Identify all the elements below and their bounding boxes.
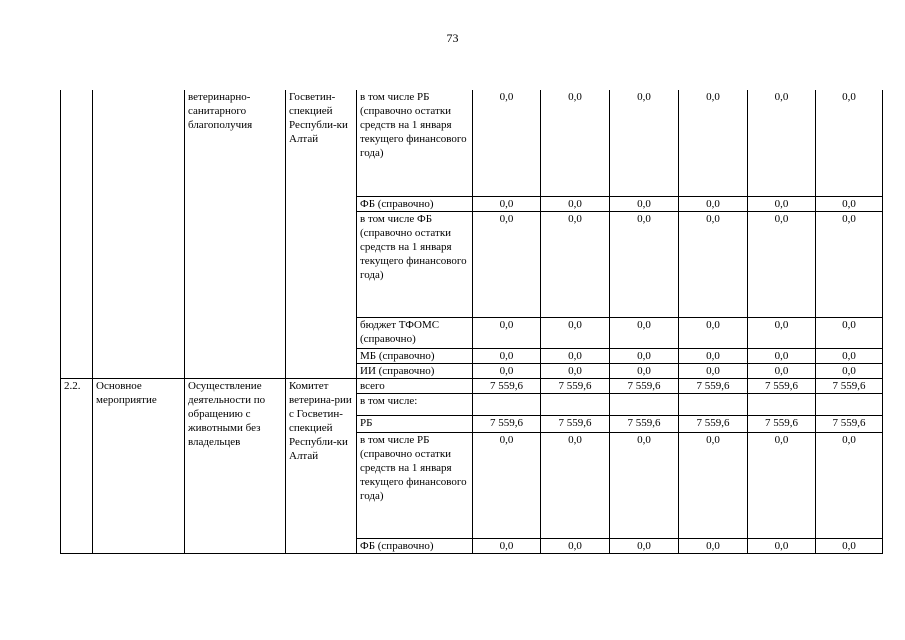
value-cell: 0,0 <box>816 538 883 553</box>
funding-source-cell: ФБ (справочно) <box>357 196 473 211</box>
value-cell: 7 559,6 <box>610 378 679 393</box>
value-cell: 0,0 <box>816 90 883 196</box>
value-cell: 0,0 <box>748 211 816 317</box>
value-cell: 0,0 <box>473 196 541 211</box>
section-b-body <box>61 378 883 553</box>
value-cell: 0,0 <box>816 211 883 317</box>
value-cell: 7 559,6 <box>610 415 679 432</box>
value-cell: 0,0 <box>541 317 610 348</box>
measure-name-cell: ветеринарно-санитарного благополучия <box>185 90 286 378</box>
value-cell: 0,0 <box>816 348 883 363</box>
value-cell <box>748 393 816 415</box>
value-cell: 0,0 <box>541 538 610 553</box>
funding-source-cell: в том числе РБ (справочно остатки средств на 1 января текущего финансового года) <box>357 432 473 538</box>
section-a-body <box>61 90 883 378</box>
value-cell: 0,0 <box>473 90 541 196</box>
row-number-cell: 2.2. <box>61 378 93 553</box>
funding-source-cell: ФБ (справочно) <box>357 538 473 553</box>
value-cell: 0,0 <box>610 196 679 211</box>
value-cell: 7 559,6 <box>541 415 610 432</box>
value-cell: 0,0 <box>610 90 679 196</box>
budget-table <box>60 90 883 554</box>
value-cell: 0,0 <box>473 348 541 363</box>
value-cell: 0,0 <box>816 317 883 348</box>
value-cell: 0,0 <box>748 90 816 196</box>
row-number-cell <box>61 90 93 378</box>
value-cell: 7 559,6 <box>679 378 748 393</box>
value-cell: 0,0 <box>541 363 610 378</box>
page-number: 73 <box>446 31 459 45</box>
measure-name-cell: Осуществление деятельности по обращению с животными без владельцев <box>185 378 286 553</box>
funding-source-cell: в том числе РБ (справочно остатки средств на 1 января текущего финансового года) <box>357 90 473 196</box>
value-cell: 0,0 <box>748 432 816 538</box>
value-cell: 0,0 <box>679 90 748 196</box>
value-cell: 0,0 <box>816 363 883 378</box>
funding-source-cell: в том числе ФБ (справочно остатки средств на 1 января текущего финансового года) <box>357 211 473 317</box>
value-cell: 0,0 <box>610 348 679 363</box>
value-cell <box>816 393 883 415</box>
value-cell: 0,0 <box>679 317 748 348</box>
executor-cell: Госветин-спекцией Республи-ки Алтай <box>286 90 357 378</box>
value-cell: 0,0 <box>679 363 748 378</box>
value-cell: 0,0 <box>679 538 748 553</box>
value-cell: 7 559,6 <box>473 378 541 393</box>
value-cell: 0,0 <box>816 196 883 211</box>
value-cell: 0,0 <box>679 432 748 538</box>
value-cell: 7 559,6 <box>816 415 883 432</box>
value-cell: 0,0 <box>541 196 610 211</box>
value-cell: 7 559,6 <box>541 378 610 393</box>
funding-source-cell: бюджет ТФОМС (справочно) <box>357 317 473 348</box>
measure-type-cell <box>93 90 185 378</box>
value-cell: 7 559,6 <box>748 378 816 393</box>
value-cell: 0,0 <box>473 317 541 348</box>
value-cell: 0,0 <box>679 196 748 211</box>
executor-cell: Комитет ветерина-рии с Госветин-спекцией Республи-ки Алтай <box>286 378 357 553</box>
funding-source-cell: ИИ (справочно) <box>357 363 473 378</box>
value-cell <box>610 393 679 415</box>
value-cell: 7 559,6 <box>816 378 883 393</box>
table-row <box>61 378 883 393</box>
value-cell: 7 559,6 <box>748 415 816 432</box>
value-cell: 0,0 <box>541 432 610 538</box>
funding-source-cell: МБ (справочно) <box>357 348 473 363</box>
funding-source-cell: в том числе: <box>357 393 473 415</box>
value-cell <box>679 393 748 415</box>
value-cell: 0,0 <box>748 363 816 378</box>
value-cell: 0,0 <box>541 211 610 317</box>
value-cell: 0,0 <box>541 90 610 196</box>
value-cell: 0,0 <box>610 211 679 317</box>
value-cell: 0,0 <box>679 211 748 317</box>
value-cell: 0,0 <box>473 538 541 553</box>
value-cell: 7 559,6 <box>473 415 541 432</box>
value-cell: 0,0 <box>610 363 679 378</box>
value-cell: 7 559,6 <box>679 415 748 432</box>
value-cell: 0,0 <box>610 432 679 538</box>
value-cell: 0,0 <box>473 363 541 378</box>
table-row <box>61 90 883 196</box>
value-cell: 0,0 <box>610 538 679 553</box>
value-cell: 0,0 <box>679 348 748 363</box>
value-cell: 0,0 <box>610 317 679 348</box>
value-cell: 0,0 <box>748 317 816 348</box>
funding-source-cell: РБ <box>357 415 473 432</box>
measure-type-cell: Основное мероприятие <box>93 378 185 553</box>
value-cell <box>541 393 610 415</box>
funding-source-cell: всего <box>357 378 473 393</box>
value-cell: 0,0 <box>473 211 541 317</box>
value-cell: 0,0 <box>473 432 541 538</box>
value-cell: 0,0 <box>748 538 816 553</box>
value-cell <box>473 393 541 415</box>
value-cell: 0,0 <box>748 196 816 211</box>
value-cell: 0,0 <box>541 348 610 363</box>
value-cell: 0,0 <box>748 348 816 363</box>
value-cell: 0,0 <box>816 432 883 538</box>
